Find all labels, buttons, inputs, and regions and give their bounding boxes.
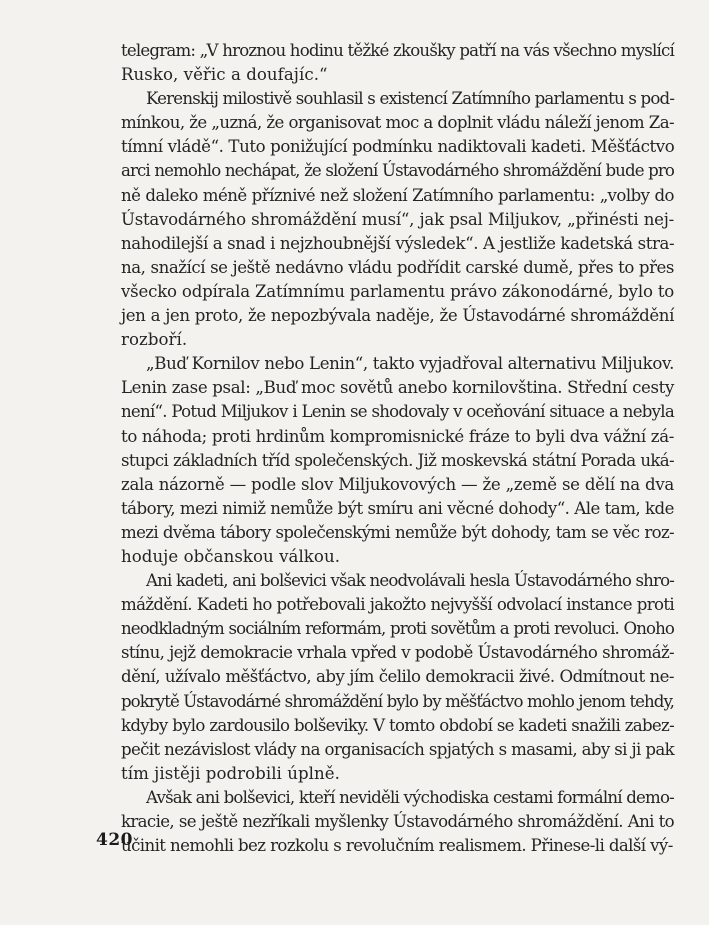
text-line: arci nemohlo nechápat, že složení Ústavodárného shromáždění bude pro [121, 161, 674, 181]
text-line: kracie, se ještě nezříkali myšlenky Ústavodárného shromáždění. Ani to [121, 812, 674, 831]
text-line: zala názorně — podle slov Miljukovových — že „země se dělí na dva [121, 474, 674, 494]
text-line: tímní vládě“. Tuto ponižující podmínku nadiktovali kadeti. Měšťáctvo [121, 137, 675, 157]
text-line: není“. Potud Miljukov i Lenin se shodovaly v oceňování situace a nebyla [121, 402, 674, 422]
text-line: nahodilejší a snad i nejzhoubnější výsledek“. A jestliže kadetská stra- [121, 233, 675, 253]
page-number: 420 [96, 830, 133, 850]
text-line: učinit nemohli bez rozkolu s revolučním realismem. Přinese-li další vý- [121, 836, 673, 856]
text-line: mezi dvěma tábory společenskými nemůže být dohody, tam se věc roz- [121, 522, 674, 542]
text-line: máždění. Kadeti ho potřebovali jakožto nejvyšší odvolací instance proti [121, 595, 674, 615]
text-line: ně daleko méně příznivé než složení Zatímního parlamentu: „volby do [121, 185, 674, 205]
paragraph [121, 786, 674, 858]
text-line: tím jistěji podrobili úplně. [121, 763, 340, 783]
text-line: stínu, jejž demokracie vrhala vpřed v podobě Ústavodárného shromáž- [121, 643, 674, 663]
text-line: tábory, mezi nimiž nemůže být smíru ani věcné dohody“. Ale tam, kde [121, 498, 674, 518]
body-text [121, 39, 674, 858]
text-line: Avšak ani bolševici, kteří neviděli východiska cestami formální demo- [146, 787, 674, 807]
text-line: Lenin zase psal: „Buď moc sovětů anebo kornilovština. Střední cesty [121, 378, 674, 398]
text-line: mínkou, že „uzná, že organisovat moc a doplnit vládu náleží jenom Za- [121, 113, 674, 133]
text-line: stupci základních tříd společenských. Již moskevská státní Porada uká- [121, 450, 674, 470]
paragraph [121, 569, 674, 786]
text-line: Rusko, věřic a doufajíc.“ [121, 65, 328, 85]
text-line: všecko odpírala Zatímnímu parlamentu právo zákonodárné, bylo to [121, 281, 675, 301]
text-line: na, snažící se ještě nedávno vládu podřídit carské dumě, přes to přes [121, 257, 674, 277]
text-line: neodkladným sociálním reformám, proti sovětům a proti revoluci. Onoho [121, 619, 674, 639]
paragraph [121, 87, 674, 352]
text-line: pečit nezávislost vlády na organisacích spjatých s masami, aby si ji pak [121, 739, 674, 759]
paragraph [121, 39, 674, 87]
text-line: Kerenskij milostivě souhlasil s existencí Zatímního parlamentu s pod- [146, 89, 675, 109]
text-line: telegram: „V hroznou hodinu těžké zkoušky patří na vás všechno myslící [121, 41, 675, 60]
text-line: rozboří. [121, 330, 188, 350]
text-line: „Buď Kornilov nebo Lenin“, takto vyjadřoval alternativu Miljukov. [146, 354, 674, 374]
text-line: kdyby bylo zardousilo bolševiky. V tomto období se kadeti snažili zabez- [121, 715, 674, 735]
text-line: hoduje občanskou válkou. [121, 546, 341, 566]
text-line: pokrytě Ústavodárné shromáždění bylo by měšťáctvo mohlo jenom tehdy, [121, 691, 674, 711]
text-line: jen a jen proto, že nepozbývala naděje, že Ústavodárné shromáždění [121, 306, 674, 326]
text-line: Ústavodárného shromáždění musí“, jak psal Miljukov, „přinésti nej- [121, 209, 674, 229]
text-line: Ani kadeti, ani bolševici však neodvolávali hesla Ústavodárného shro- [146, 571, 674, 591]
paragraph [121, 352, 674, 569]
text-line: to náhoda; proti hrdinům kompromisnické fráze to byli dva vážní zá- [121, 426, 674, 446]
text-line: dění, užívalo měšťáctvo, aby jím čelilo demokracii živé. Odmítnout ne- [121, 667, 674, 687]
